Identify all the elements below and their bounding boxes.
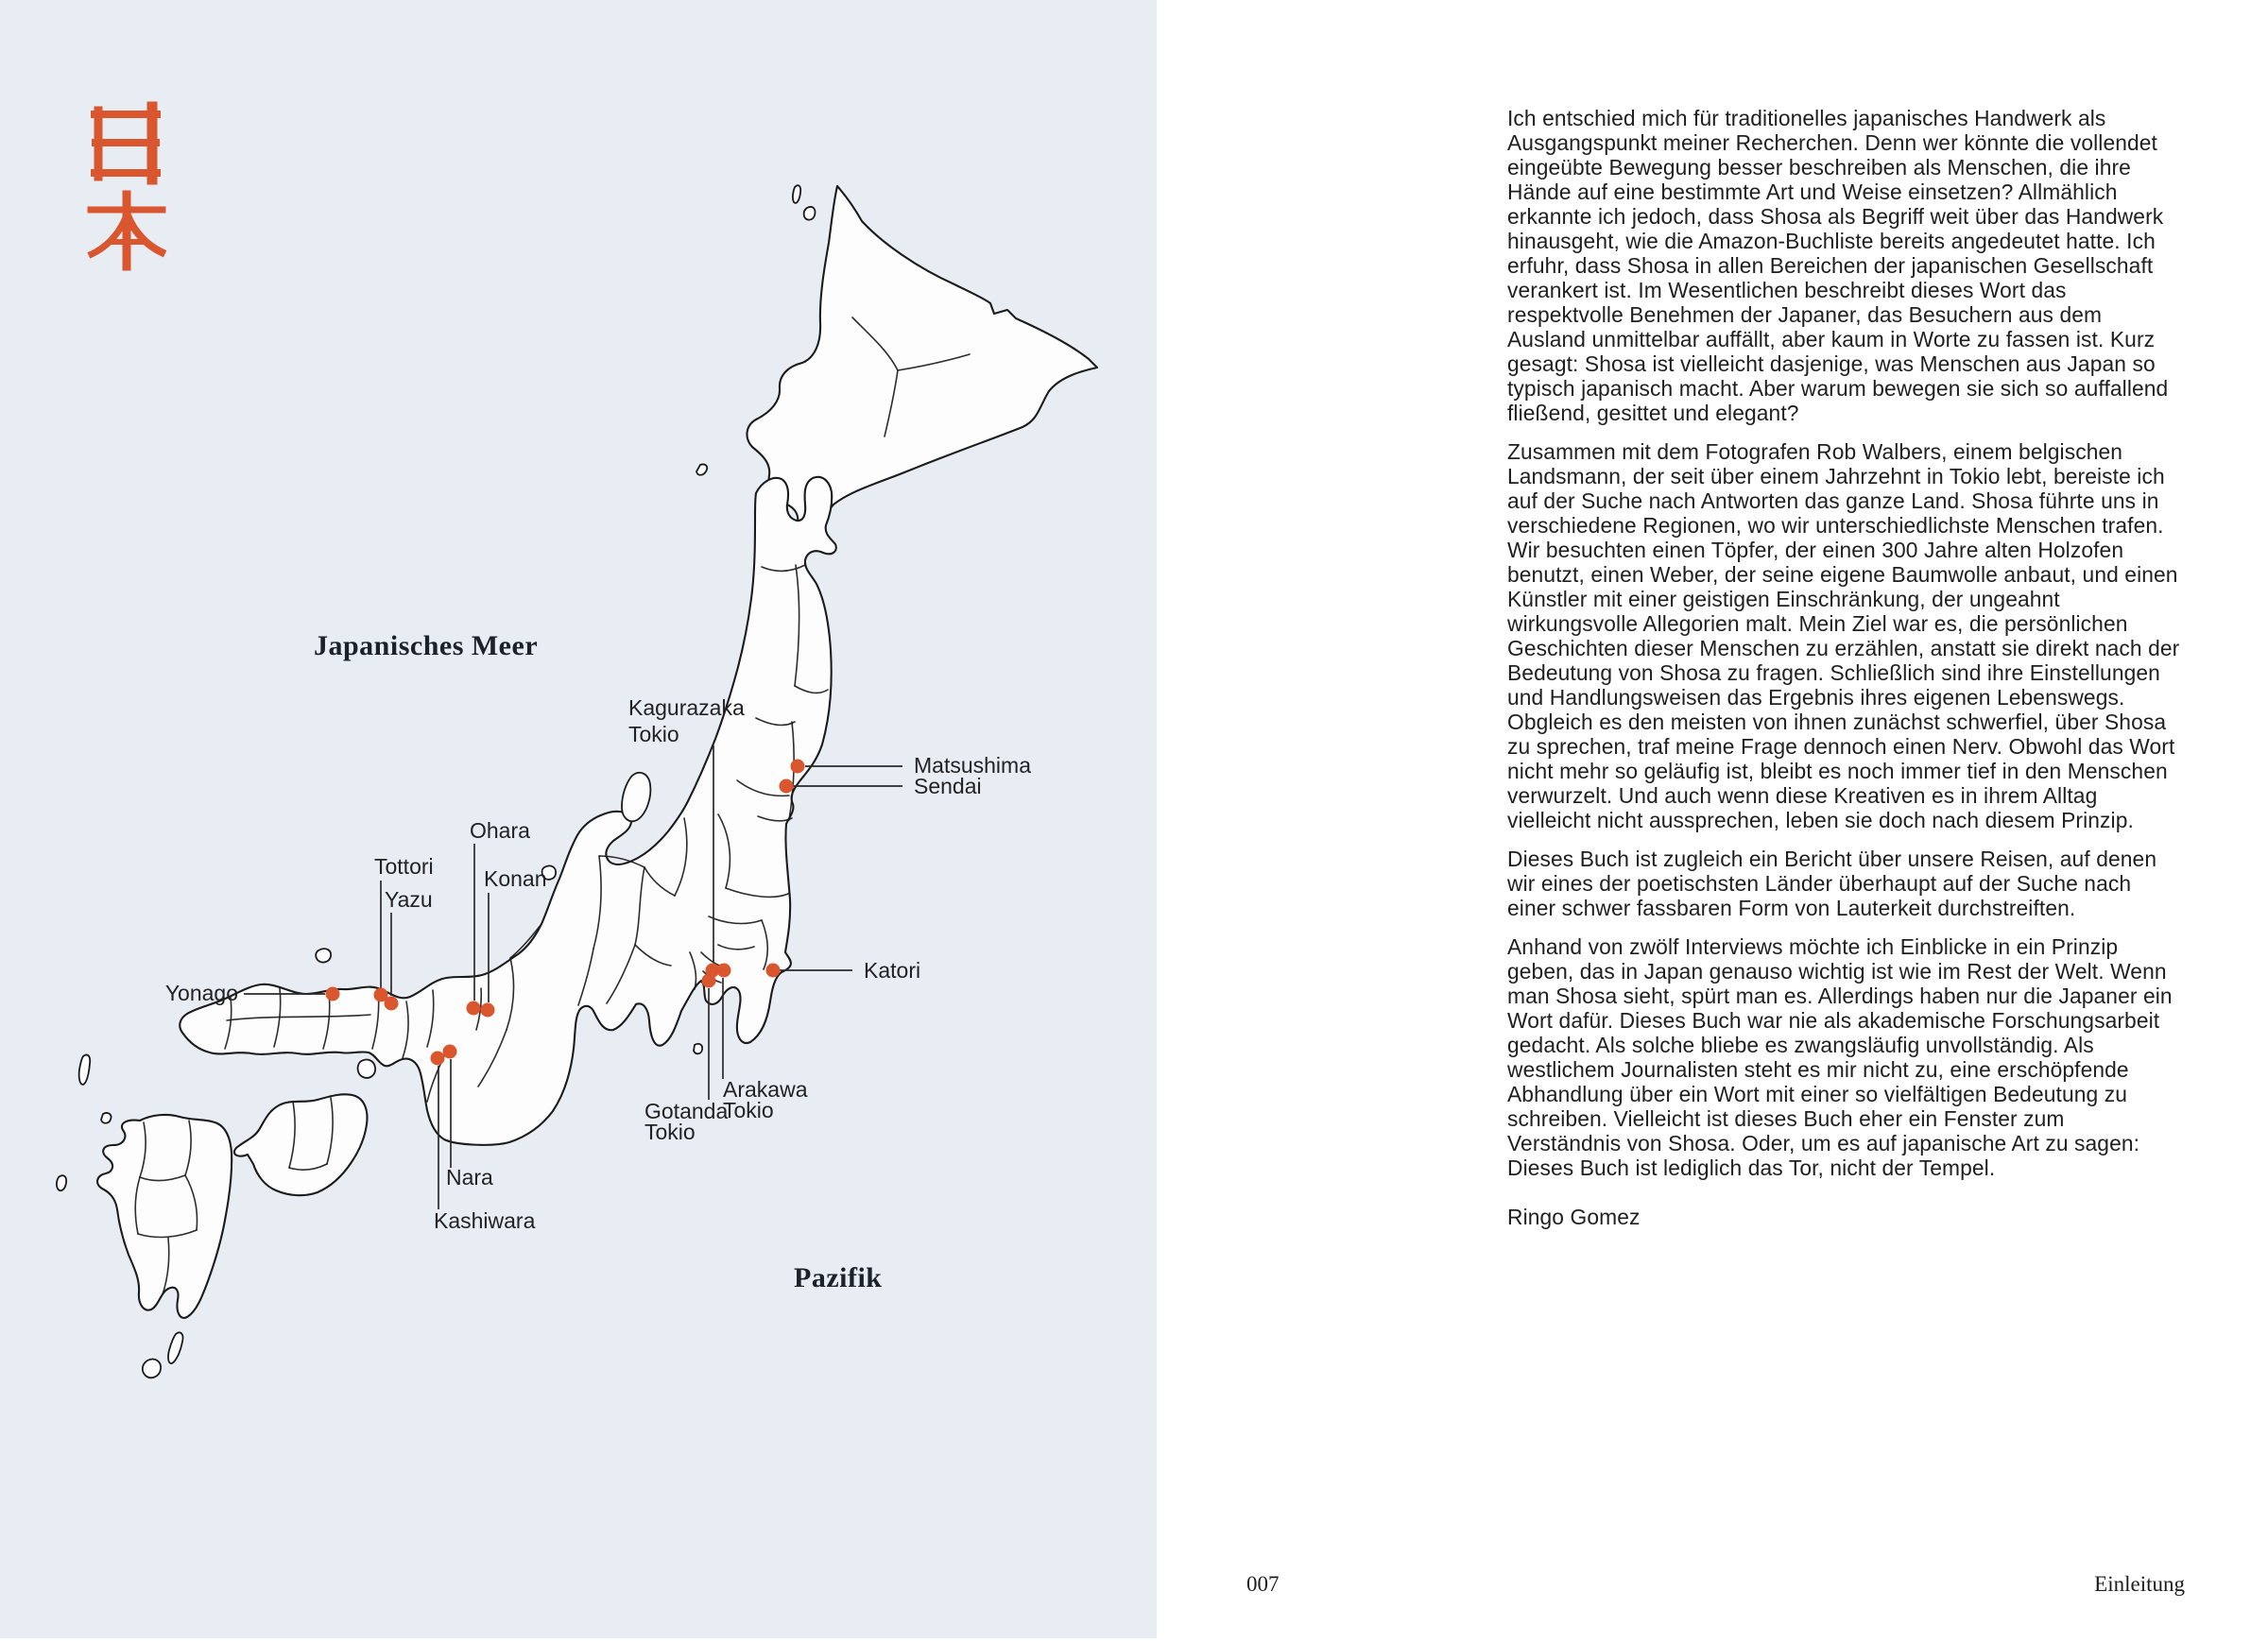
dot-ohara bbox=[467, 1001, 481, 1016]
page-footer bbox=[1157, 1572, 2268, 1610]
label-kagurazaka: Kagurazaka bbox=[628, 695, 745, 720]
island-honshu bbox=[180, 477, 836, 1145]
dot-nara bbox=[443, 1045, 457, 1059]
paragraph: Anhand von zwölf Interviews möchte ich Einblicke in ein Prinzip geben, das in Japan genauso wichtig ist wie im Rest der Welt. Wenn man Shosa sieht, spürt man es. Allerdings haben nur die Japaner ein Wort dafür. Dieses Buch war nie als akademische Forschungsarbeit gedacht. Als solche bliebe es zwangsläufig unvollständig. Als westlichem Journalisten steht es mir nicht zu, eine erschöpfende Abhandlung über ein Wort mit einer so vielfältigen Bedeutung zu schreiben. Vielleicht ist dieses Buch eher ein Fenster zum Verständnis von Shosa. Oder, um es auf japanische Art zu sagen: Dieses Buch ist lediglich das Tor, nicht der Tempel. bbox=[1507, 934, 2173, 1180]
label-katori: Katori bbox=[864, 958, 921, 983]
label-matsushima: Matsushima bbox=[914, 753, 1031, 778]
paragraph: Ich entschied mich für traditionelles japanisches Handwerk als Ausgangspunkt meiner Recherchen. Denn wer könnte die vollendet eingeübte Bewegung besser beschreiben als Menschen, die ihre Hände auf eine bestimmte Art und Weise einsetzen? Allmählich erkannte ich jedoch, dass Shosa als Begriff weit über das Handwerk hinausgeht, wie die Amazon-Buchliste bereits angedeutet hatte. Ich erfuhr, dass Shosa in allen Bereichen der japanischen Gesellschaft verankert ist. Im Wesentlichen beschreibt dieses Wort das respektvolle Benehmen der Japaner, das Besuchern aus dem Ausland unmittelbar auffällt, aber kaum in Worte zu fassen ist. Kurz gesagt: Shosa ist vielleicht dasjenige, was Menschen aus Japan so typisch japanisch macht. Aber warum bewegen sie sich so auffallend fließend, gesittet und elegant? bbox=[1507, 106, 2169, 425]
dot-yonago bbox=[326, 987, 340, 1001]
dot-yazu bbox=[385, 997, 399, 1011]
label-kashiwara: Kashiwara bbox=[434, 1208, 536, 1233]
label-ohara: Ohara bbox=[470, 818, 530, 843]
introduction-text bbox=[1507, 106, 2182, 1243]
label-gotanda-city: Tokio bbox=[644, 1120, 696, 1144]
dot-matsushima bbox=[791, 760, 805, 774]
label-arakawa-city: Tokio bbox=[723, 1098, 774, 1122]
dot-sendai bbox=[780, 779, 794, 794]
paragraph: Zusammen mit dem Fotografen Rob Walbers, einem belgischen Landsmann, der seit über einem Jahrzehnt in Tokio lebt, bereiste ich auf der Suche nach Antworten das ganze Land. Shosa führte uns in verschiedene Regionen, wo wir unterschiedlichste Menschen trafen. Wir besuchten einen Töpfer, der einen 300 Jahre alten Holzofen benutzt, einen Weber, der seine eigene Baumwolle anbaut, und einen Künstler mit einer geistigen Einschränkung, der ungeahnt wirkungsvolle Allegorien malt. Mein Ziel war es, die persönlichen Geschichten dieser Menschen zu erzählen, anstatt sie direkt nach der Bedeutung von Shosa zu fragen. Schließlich sind ihre Einstellungen und Handlungsweisen das Ergebnis ihres eigenen Lebenswegs. Obgleich es den meisten von ihnen zunächst schwerfiel, über Shosa zu sprechen, traf meine Frage dennoch einen Nerv. Obwohl das Wort nicht mehr so geläufig ist, bleibt es noch immer tief in den Menschen verwurzelt. Und auch wenn diese Kreativen es in ihrem Alltag vielleicht nicht aussprechen, leben sie doch nach diesem Prinzip. bbox=[1507, 439, 2180, 832]
label-yazu: Yazu bbox=[385, 887, 433, 912]
dot-gotanda bbox=[702, 974, 716, 988]
label-nara: Nara bbox=[446, 1165, 493, 1189]
dot-arakawa bbox=[717, 964, 731, 978]
label-konan: Konan bbox=[484, 866, 547, 891]
sea-label: Japanisches Meer bbox=[314, 630, 539, 661]
right-page bbox=[1157, 0, 2268, 1638]
paragraph: Dieses Buch ist zugleich ein Bericht über unsere Reisen, auf denen wir eines der poetischsten Länder überhaupt auf der Suche nach einer schwer fassbaren Form von Lauterkeit durchstreiften. bbox=[1507, 847, 2157, 920]
island-hokkaido bbox=[747, 186, 1097, 540]
vertical-title-nihon-icon bbox=[91, 107, 163, 266]
label-arakawa: Arakawa bbox=[723, 1077, 808, 1102]
ocean-label: Pazifik bbox=[794, 1262, 883, 1293]
island-kyushu bbox=[97, 1115, 232, 1318]
section-title: Einleitung bbox=[2094, 1572, 2185, 1596]
page-number: 007 bbox=[1246, 1572, 1280, 1596]
label-gotanda: Gotanda bbox=[644, 1099, 729, 1123]
dot-kashiwara bbox=[431, 1052, 445, 1066]
label-sendai: Sendai bbox=[914, 774, 982, 798]
label-kagurazaka-city: Tokio bbox=[628, 722, 679, 746]
author-signature: Ringo Gomez bbox=[1507, 1205, 1641, 1229]
dot-konan bbox=[481, 1003, 495, 1018]
island-shikoku bbox=[234, 1094, 368, 1195]
dot-katori bbox=[766, 964, 781, 978]
label-tottori: Tottori bbox=[374, 854, 434, 879]
label-yonago: Yonago bbox=[164, 981, 238, 1005]
